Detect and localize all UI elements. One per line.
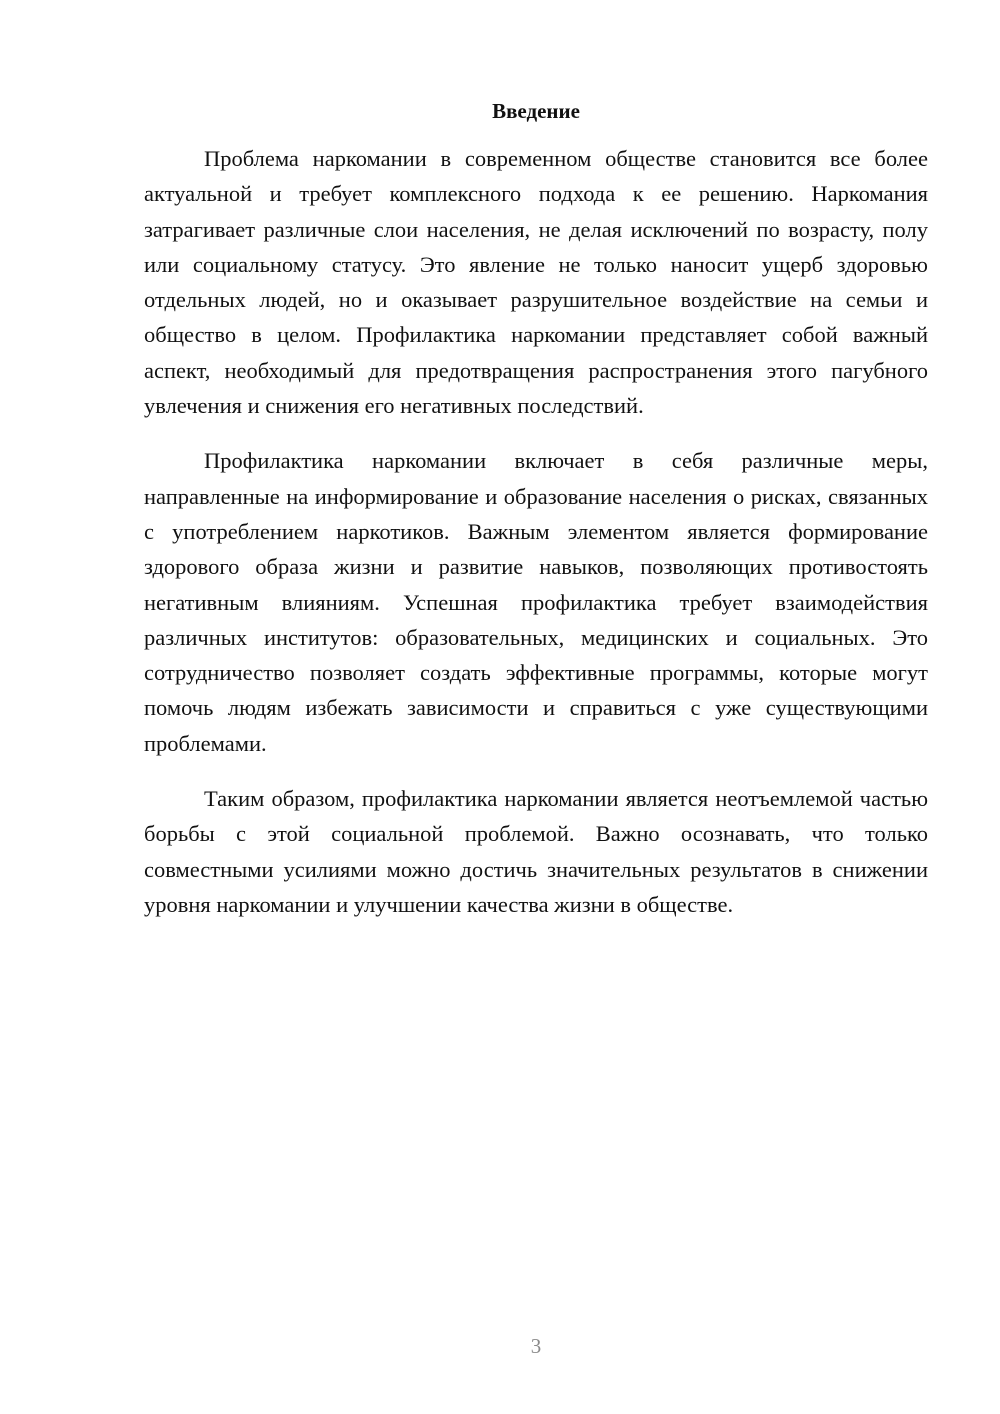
paragraph-3: Таким образом, профилактика наркомании является неотъемлемой частью борьбы с этой социальной проблемой. Важно осознавать, что только совместными усилиями можно достичь значительных результатов в снижении уровня наркомании и улучшении качества жизни в обществе. [144, 786, 928, 917]
page-number: 3 [530, 1334, 542, 1358]
body-text [144, 141, 928, 942]
section-heading: Введение [492, 99, 580, 123]
paragraph-2: Профилактика наркомании включает в себя различные меры, направленные на информирование и образование населения о рисках, связанных с употреблением наркотиков. Важным элементом является формирование здорового образа жизни и развитие навыков, позволяющих противостоять негативным влияниям. Успешная профилактика требует взаимодействия различных институтов: образовательных, медицинских и социальных. Это сотрудничество позволяет создать эффективные программы, которые могут помочь людям избежать зависимости и справиться с уже существующими проблемами. [144, 448, 928, 756]
paragraph-1: Проблема наркомании в современном обществе становится все более актуальной и требует комплексного подхода к ее решению. Наркомания затрагивает различные слои населения, не делая исключений по возрасту, полу или социальному статусу. Это явление не только наносит ущерб здоровью отдельных людей, но и оказывает разрушительное воздействие на семьи и общество в целом. Профилактика наркомании представляет собой важный аспект, необходимый для предотвращения распространения этого пагубного увлечения и снижения его негативных последствий. [144, 146, 928, 419]
